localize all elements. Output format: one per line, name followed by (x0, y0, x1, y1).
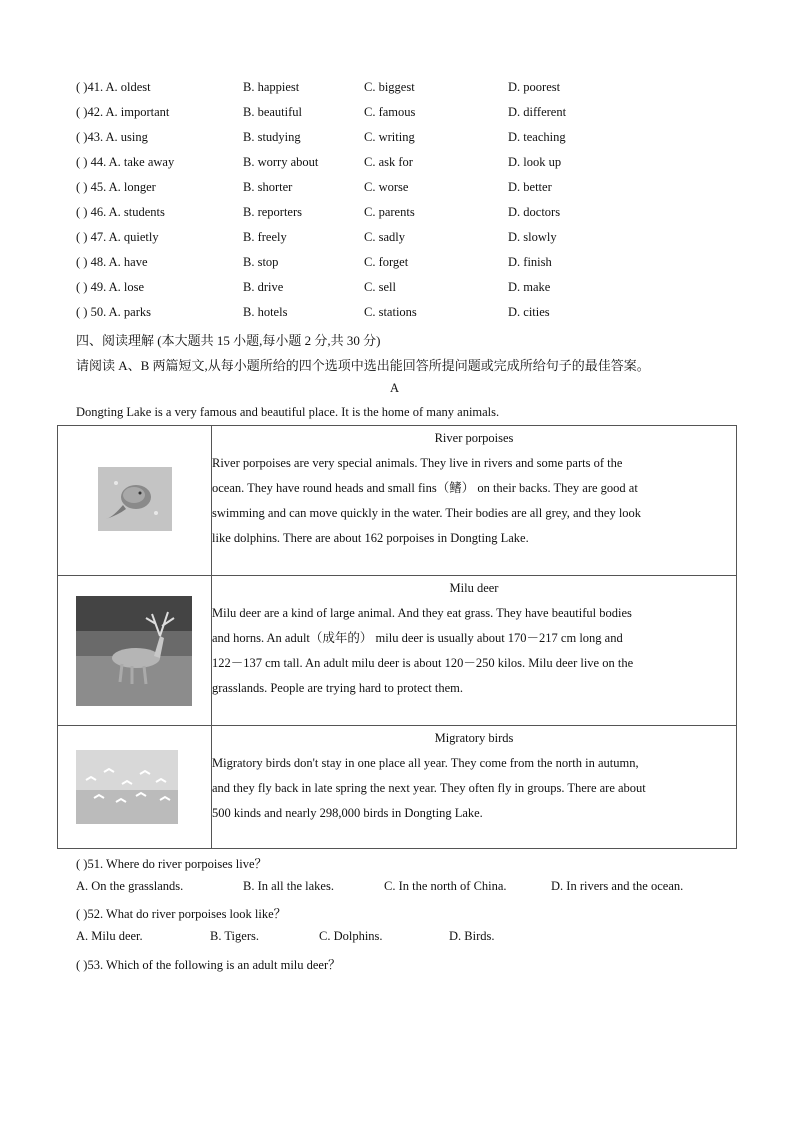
q52-option-b: B. Tigers. (210, 929, 259, 943)
q52-option-d: D. Birds. (449, 929, 495, 943)
question-number: ( ) 50. A. parks (76, 305, 151, 319)
option-c: C. ask for (364, 155, 413, 169)
passage-label: A (390, 381, 400, 395)
q51-option-a: A. On the grasslands. (76, 879, 184, 893)
option-c: C. forget (364, 255, 409, 269)
option-d: D. doctors (508, 205, 561, 219)
option-d: D. make (508, 280, 551, 294)
image-cell (58, 426, 212, 576)
option-c: C. parents (364, 205, 415, 219)
animal-text-line: Milu deer are a kind of large animal. And they eat grass. They have beautiful bodies (212, 606, 632, 620)
option-d: D. finish (508, 255, 552, 269)
option-b: B. reporters (243, 205, 303, 219)
option-d: D. teaching (508, 130, 566, 144)
table-row (58, 426, 737, 576)
animal-title: Milu deer (449, 581, 499, 595)
option-c: C. writing (364, 130, 415, 144)
table-row (58, 726, 737, 849)
section-title: 四、阅读理解 (本大题共 15 小题,每小题 2 分,共 30 分) (76, 333, 381, 348)
list-item (76, 255, 716, 273)
question-number: ( ) 49. A. lose (76, 280, 145, 294)
option-b: B. beautiful (243, 105, 303, 119)
animal-title: Migratory birds (434, 731, 514, 745)
list-item (76, 180, 716, 198)
image-cell (58, 726, 212, 849)
option-d: D. look up (508, 155, 562, 169)
list-item (76, 105, 716, 123)
table-row (58, 576, 737, 726)
milu-deer-image (76, 596, 192, 706)
question-number: ( ) 46. A. students (76, 205, 165, 219)
list-item (76, 205, 716, 223)
question-number: ( )41. A. oldest (76, 80, 151, 94)
option-d: D. poorest (508, 80, 561, 94)
option-b: B. studying (243, 130, 301, 144)
option-b: B. worry about (243, 155, 319, 169)
option-c: C. famous (364, 105, 416, 119)
option-d: D. cities (508, 305, 550, 319)
animal-text-line: like dolphins. There are about 162 porpoises in Dongting Lake. (212, 531, 529, 545)
animal-text-line: Migratory birds don't stay in one place all year. They come from the north in autumn, (212, 756, 639, 770)
list-item (76, 155, 716, 173)
instruction: 请阅读 A、B 两篇短文,从每小题所给的四个选项中选出能回答所提问题或完成所给句子的最佳答案。 (76, 358, 650, 373)
question-52: ( )52. What do river porpoises look like？ (76, 907, 287, 921)
list-item (76, 80, 716, 98)
question-number: ( ) 45. A. longer (76, 180, 156, 194)
list-item (76, 280, 716, 298)
animal-text-line: 500 kinds and nearly 298,000 birds in Dongting Lake. (212, 806, 483, 820)
option-c: C. sell (364, 280, 396, 294)
question-number: ( ) 47. A. quietly (76, 230, 159, 244)
list-item (76, 305, 716, 323)
porpoise-image (98, 467, 172, 531)
passage-intro: Dongting Lake is a very famous and beautiful place. It is the home of many animals. (76, 405, 500, 419)
q51-option-c: C. In the north of China. (384, 879, 507, 893)
question-number: ( )43. A. using (76, 130, 148, 144)
question-number: ( ) 48. A. have (76, 255, 148, 269)
option-d: D. better (508, 180, 552, 194)
q51-option-d: D. In rivers and the ocean. (551, 879, 684, 893)
animal-text-line: 122－137 cm tall. An adult milu deer is about 120－250 kilos. Milu deer live on the (212, 656, 634, 670)
question-number: ( )42. A. important (76, 105, 170, 119)
option-b: B. freely (243, 230, 287, 244)
option-d: D. different (508, 105, 567, 119)
list-item (76, 230, 716, 248)
option-c: C. sadly (364, 230, 405, 244)
question-51: ( )51. Where do river porpoises live？ (76, 857, 268, 871)
option-c: C. stations (364, 305, 417, 319)
animal-text-line: grasslands. People are trying hard to protect them. (212, 681, 463, 695)
q51-option-b: B. In all the lakes. (243, 879, 334, 893)
animal-text-line: and horns. An adult（成年的） milu deer is usually about 170－217 cm long and (212, 631, 623, 645)
animal-text-line: swimming and can move quickly in the water. Their bodies are all grey, and they look (212, 506, 642, 520)
list-item (76, 130, 716, 148)
animal-text-line: River porpoises are very special animals. They live in rivers and some parts of the (212, 456, 623, 470)
image-cell (58, 576, 212, 726)
option-c: C. biggest (364, 80, 415, 94)
animal-text-line: ocean. They have round heads and small fins（鳍） on their backs. They are good at (212, 481, 638, 495)
question-53: ( )53. Which of the following is an adult milu deer？ (76, 958, 341, 972)
option-b: B. hotels (243, 305, 288, 319)
option-b: B. happiest (243, 80, 300, 94)
option-b: B. shorter (243, 180, 293, 194)
option-b: B. drive (243, 280, 284, 294)
birds-image (76, 750, 178, 824)
option-b: B. stop (243, 255, 279, 269)
animal-text-line: and they fly back in late spring the next year. They often fly in groups. There are about (212, 781, 646, 795)
option-d: D. slowly (508, 230, 557, 244)
question-number: ( ) 44. A. take away (76, 155, 175, 169)
option-c: C. worse (364, 180, 409, 194)
animal-title: River porpoises (434, 431, 514, 445)
q52-option-a: A. Milu deer. (76, 929, 143, 943)
q52-option-c: C. Dolphins. (319, 929, 383, 943)
animal-table (57, 425, 737, 849)
